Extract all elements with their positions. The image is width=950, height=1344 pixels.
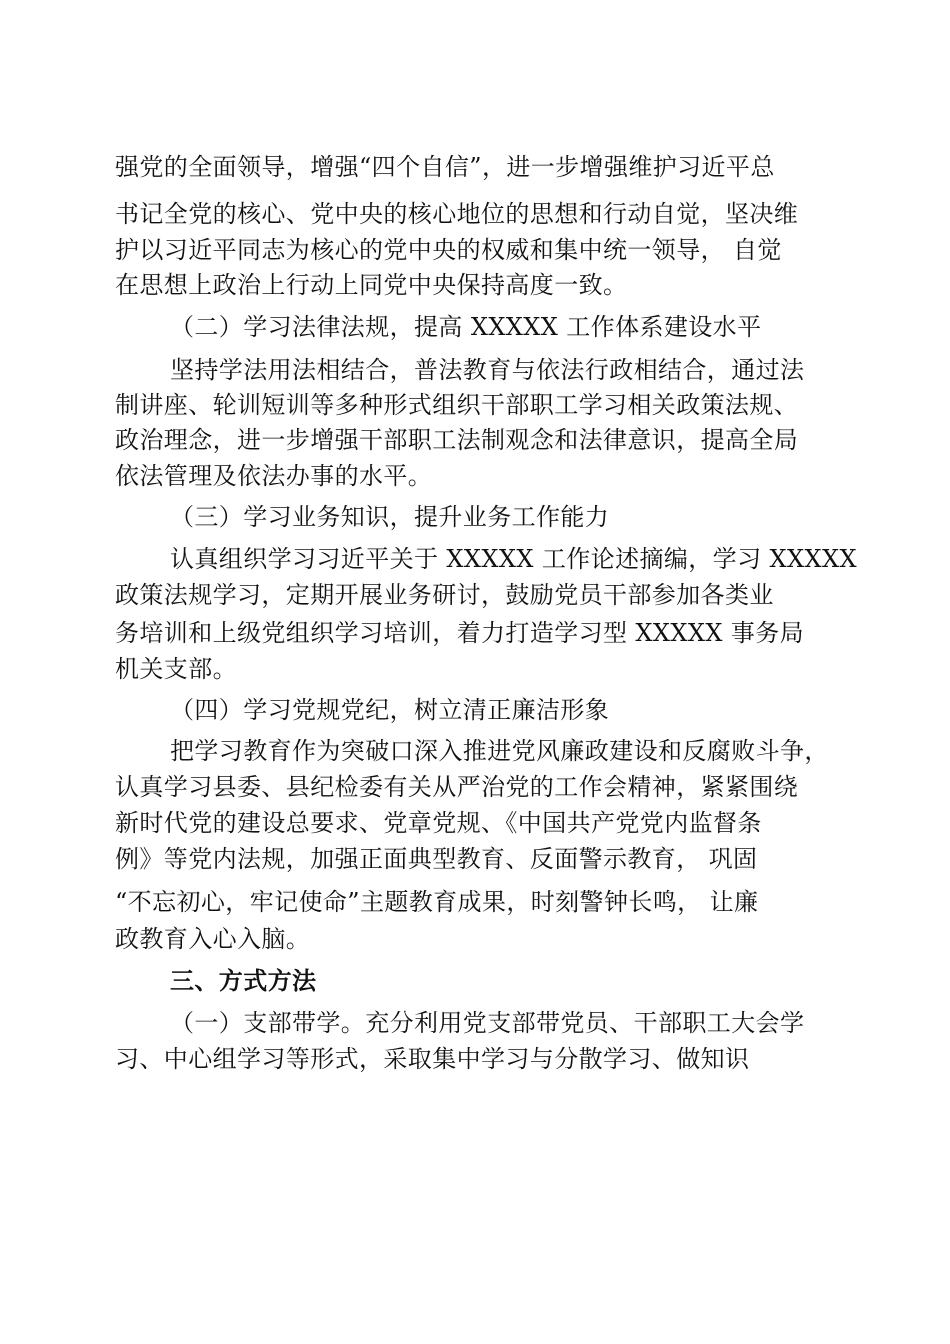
body-text-line: 强党的全面领导，增强“四个自信”，进一步增强维护习近平总: [115, 153, 775, 181]
body-text-line: 认真学习县委、县纪检委有关从严治党的工作会精神，紧紧围绕: [115, 773, 799, 801]
section-heading: （四）学习党规党纪，树立清正廉洁形象: [170, 696, 610, 724]
body-text-line: 坚持学法用法相结合，普法教育与依法行政相结合，通过法: [170, 356, 805, 384]
body-text-line: 依法管理及依法办事的水平。: [115, 462, 433, 490]
chapter-heading: 三、方式方法: [170, 966, 317, 995]
body-text-line: 在思想上政治上行动上同党中央保持高度一致。: [115, 271, 628, 299]
body-text-line: 机关支部。: [115, 655, 237, 683]
body-text-line: 例》等党内法规，加强正面典型教育、反面警示教育， 巩固: [115, 845, 758, 873]
section-heading: （二）学习法律法规，提高 XXXXX 工作体系建设水平: [170, 313, 762, 341]
body-text-line: 习、中心组学习等形式，采取集中学习与分散学习、做知识: [115, 1045, 750, 1073]
body-text-line: 书记全党的核心、党中央的核心地位的思想和行动自觉，坚决维: [115, 200, 799, 228]
body-text-line: “不忘初心，牢记使命”主题教育成果，时刻警钟长鸣， 让廉: [115, 888, 759, 916]
body-text-line: 制讲座、轮训短训等多种形式组织干部职工学习相关政策法规、: [115, 391, 799, 419]
body-text-line: 政教育入心入脑。: [115, 925, 311, 953]
body-text-line: 政策法规学习，定期开展业务研讨，鼓励党员干部参加各类业: [115, 581, 774, 609]
body-text-line: 务培训和上级党组织学习培训，着力打造学习型 XXXXX 事务局: [115, 619, 805, 647]
body-text-line: 护以习近平同志为核心的党中央的权威和集中统一领导， 自觉: [115, 236, 782, 264]
section-heading: （三）学习业务知识，提升业务工作能力: [170, 503, 610, 531]
body-text-line: 把学习教育作为突破口深入推进党风廉政建设和反腐败斗争，: [170, 737, 829, 765]
body-text-line: （一）支部带学。充分利用党支部带党员、干部职工大会学: [170, 1009, 805, 1037]
body-text-line: 新时代党的建设总要求、党章党规、《中国共产党党内监督条: [115, 809, 762, 837]
body-text-line: 政治理念，进一步增强干部职工法制观念和法律意识，提高全局: [115, 426, 799, 454]
body-text-line: 认真组织学习习近平关于 XXXXX 工作论述摘编，学习 XXXXX: [170, 545, 857, 573]
